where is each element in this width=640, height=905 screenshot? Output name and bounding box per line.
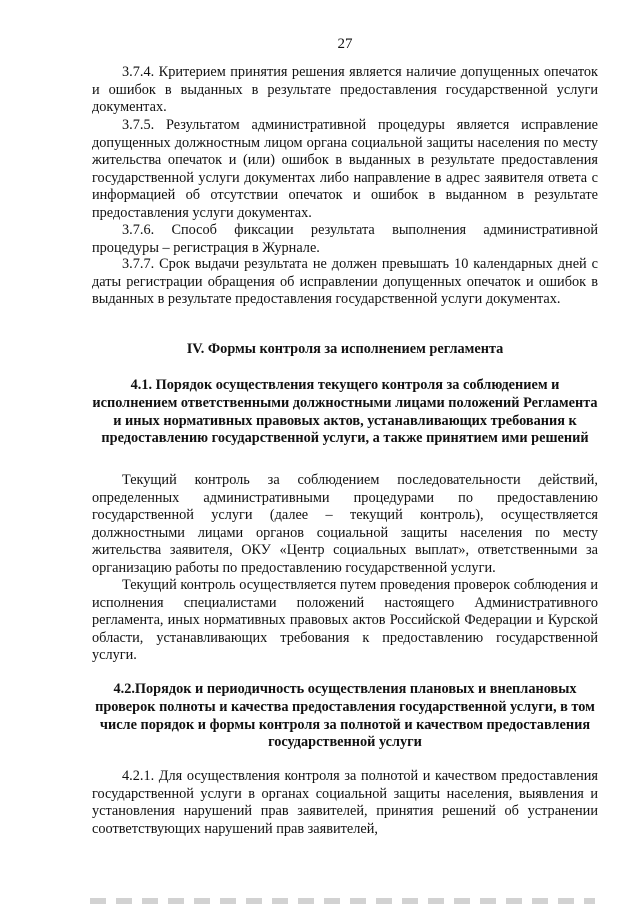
paragraph-3-7-4: 3.7.4. Критерием принятия решения является наличие допущенных опечаток и ошибок в выданных в результате предоставления государственной услуги документах. [92, 64, 598, 116]
paragraph-3-7-7: 3.7.7. Срок выдачи результата не должен превышать 10 календарных дней с даты регистрации обращения об исправлении допущенных опечаток и ошибок в выданных в результате предоставления государственной услуги документах. [92, 256, 598, 308]
paragraph-4-1-2: Текущий контроль осуществляется путем проведения проверок соблюдения и исполнения специалистами положений настоящего Административного регламента, иных нормативных правовых актов Российской Федерации и Курской области, устанавливающих требования к предоставлению государственной услуги. [92, 577, 598, 664]
section-4-1-title: 4.1. Порядок осуществления текущего контроля за соблюдением и исполнением ответственными должностными лицами положений Регламента и иных нормативных правовых актов, устанавливающих требования к предоставлению государственной услуги, а также принятием ими решений [92, 377, 598, 447]
paragraph-3-7-6: 3.7.6. Способ фиксации результата выполнения административной процедуры – регистрация в Журнале. [92, 222, 598, 256]
paragraph-4-2-1: 4.2.1. Для осуществления контроля за полнотой и качеством предоставления государственной услуги в органах социальной защиты населения, выявления и установления нарушений прав заявителей, принятия решений об устранении соответствующих нарушений прав заявителей, [92, 768, 598, 837]
page-number: 27 [337, 36, 353, 52]
paragraph-4-1-1: Текущий контроль за соблюдением последовательности действий, определенных административными процедурами по предоставлению государственной услуги (далее – текущий контроль), осуществляется должностными лицами органов социальной защиты населения по месту жительства заявителя, ОКУ «Центр социальных выплат», ответственными за организацию работы по предоставлению государственной услуги. [92, 472, 598, 576]
paragraph-3-7-5: 3.7.5. Результатом административной процедуры является исправление допущенных должностным лицом органа социальной защиты населения по месту жительства опечаток и (или) ошибок в выданных в результате предоставления государственной услуги документах либо направление в адрес заявителя ответа с информацией об отсутствии опечаток и ошибок в выданном в результате предоставления услуги документах. [92, 117, 598, 221]
section-4-2-title: 4.2.Порядок и периодичность осуществления плановых и внеплановых проверок полноты и качества предоставления государственной услуги, в том числе порядок и формы контроля за полнотой и качеством предоставления государственной услуги [95, 681, 595, 751]
section-4-title: IV. Формы контроля за исполнением регламента [186, 341, 504, 357]
page-bottom-edge [90, 898, 595, 904]
